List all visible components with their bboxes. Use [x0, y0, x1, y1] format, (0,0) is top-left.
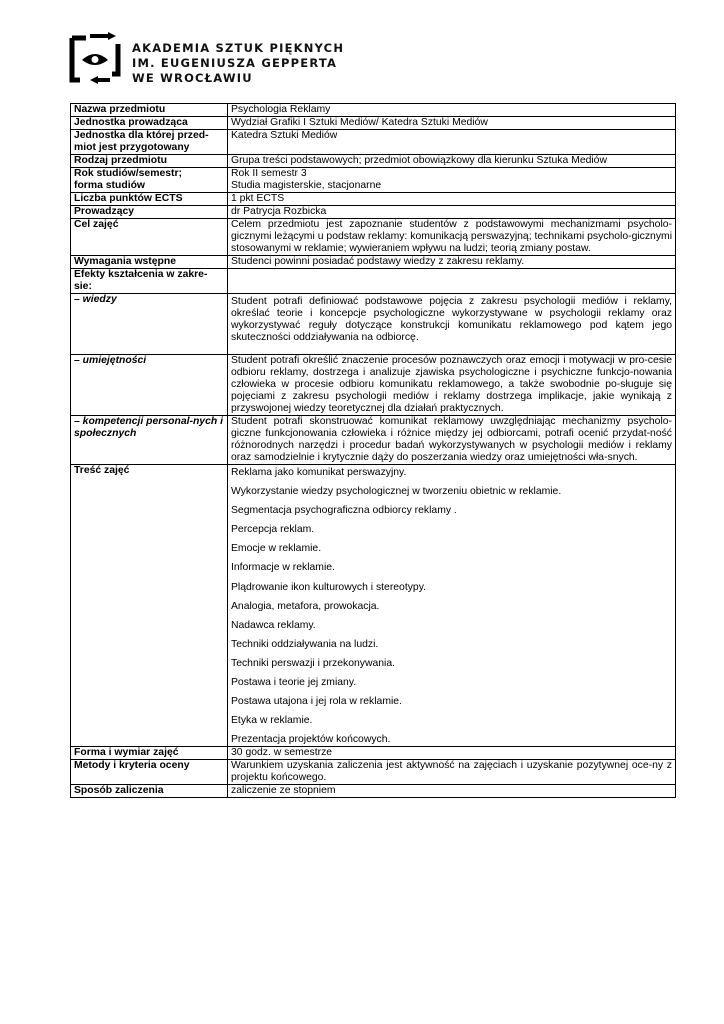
- value-efekty: [228, 269, 676, 294]
- row-cel: [71, 219, 676, 256]
- topic-item: Analogia, metafora, prowokacja.: [231, 600, 380, 612]
- label-ects: Liczba punktów ECTS: [71, 193, 228, 206]
- topic-item: Techniki perswazji i przekonywania.: [231, 657, 396, 669]
- asp-logo-icon: [68, 30, 122, 86]
- label-wymagania: Wymagania wstępne: [71, 256, 228, 269]
- row-metody: [71, 760, 676, 785]
- value-jednostka: Wydział Grafiki I Sztuki Mediów/ Katedra Sztuki Mediów: [228, 117, 676, 130]
- label-rodzaj: Rodzaj przedmiotu: [71, 155, 228, 168]
- value-rodzaj: Grupa treści podstawowych; przedmiot obowiązkowy dla kierunku Sztuka Mediów: [228, 155, 676, 168]
- topic-item: Etyka w reklamie.: [231, 715, 313, 727]
- label-prowadzacy: Prowadzący: [71, 206, 228, 219]
- row-wiedzy: [71, 294, 676, 355]
- value-rok: [228, 168, 676, 193]
- label-rok: [71, 168, 228, 193]
- value-rok-line-1: Rok II semestr 3: [231, 168, 307, 179]
- value-metody: Warunkiem uzyskania zaliczenia jest aktywność na zajęciach i uzyskanie pozytywnej oce-ny z projektu końcowego.: [228, 760, 676, 785]
- row-efekty: [71, 269, 676, 294]
- value-cel: Celem przedmiotu jest zapoznanie studentów z podstawowymi mechanizmami psycholo-gicznymi leżącymi u podstaw reklamy: komunikacją perswazyjną; technikami psycholo-gicznymi stosowanymi w reklamie; wywieraniem wpływu na ludzi; teorią zmiany postaw.: [228, 219, 676, 256]
- topic-item: Nadawca reklamy.: [231, 619, 316, 631]
- label-jednostka-dla: Jednostka dla której przed-miot jest przygotowany: [71, 130, 228, 155]
- value-wymagania: Studenci powinni posiadać podstawy wiedzy z zakresu reklamy.: [228, 256, 676, 269]
- topic-item: Postawa i teorie jej zmiany.: [231, 677, 357, 689]
- label-rok-line-1: Rok studiów/semestr;: [74, 168, 182, 179]
- label-tresc: Treść zajęć: [71, 465, 228, 747]
- value-prowadzacy: dr Patrycja Rozbicka: [228, 206, 676, 219]
- syllabus-table: [70, 103, 676, 798]
- row-forma: [71, 747, 676, 760]
- label-wiedzy: – wiedzy: [71, 294, 228, 355]
- topic-item: Wykorzystanie wiedzy psychologicznej w tworzeniu obietnic w reklamie.: [231, 486, 562, 498]
- topic-item: Segmentacja psychograficzna odbiorcy reklamy .: [231, 505, 457, 517]
- value-wiedzy: Student potrafi definiować podstawowe pojęcia z zakresu psychologii mediów i reklamy, określać teorie i koncepcje psychologiczne wykorzystywane w psychologii reklamy oraz wykorzystywać reguły dotyczące konstrukcji komunikatu reklamowego pod kątem jego skuteczności oddziaływania na odbiorcę.: [228, 294, 676, 355]
- row-ects: [71, 193, 676, 206]
- label-sposob: Sposób zaliczenia: [71, 785, 228, 798]
- label-umiejetnosci: – umiejętności: [71, 355, 228, 416]
- topic-item: Informacje w reklamie.: [231, 562, 335, 574]
- institution-line-3: WE WROCŁAWIU: [132, 71, 253, 85]
- topic-item: Prezentacja projektów końcowych.: [231, 734, 391, 746]
- row-umiejetnosci: [71, 355, 676, 416]
- row-kompetencji: [71, 416, 676, 465]
- topic-item: Reklama jako komunikat perswazyjny.: [231, 467, 407, 478]
- row-tresc: [71, 465, 676, 747]
- label-jednostka: Jednostka prowadząca: [71, 117, 228, 130]
- row-jednostka: [71, 117, 676, 130]
- value-tresc: [228, 465, 676, 747]
- label-efekty: Efekty kształcenia w zakre-sie:: [71, 269, 228, 294]
- row-wymagania: [71, 256, 676, 269]
- topic-item: Emocje w reklamie.: [231, 543, 322, 555]
- topic-item: Percepcja reklam.: [231, 524, 315, 536]
- row-jednostka-dla: [71, 130, 676, 155]
- value-sposob: zaliczenie ze stopniem: [228, 785, 676, 798]
- label-nazwa: Nazwa przedmiotu: [71, 104, 228, 117]
- label-cel: Cel zajęć: [71, 219, 228, 256]
- value-ects: 1 pkt ECTS: [228, 193, 676, 206]
- label-rok-line-2: forma studiów: [74, 180, 146, 191]
- topic-item: Plądrowanie ikon kulturowych i stereotypy.: [231, 581, 427, 593]
- page-header: [68, 30, 388, 90]
- row-prowadzacy: [71, 206, 676, 219]
- label-kompetencji: – kompetencji personal-nych i społecznych: [71, 416, 228, 465]
- institution-line-1: AKADEMIA SZTUK PIĘKNYCH: [132, 41, 345, 55]
- topic-item: Techniki oddziaływania na ludzi.: [231, 638, 379, 650]
- topic-item: Postawa utajona i jej rola w reklamie.: [231, 696, 402, 708]
- row-nazwa: [71, 104, 676, 117]
- row-rodzaj: [71, 155, 676, 168]
- value-rok-line-2: Studia magisterskie, stacjonarne: [231, 180, 382, 191]
- institution-name: [132, 41, 344, 86]
- value-forma: 30 godz. w semestrze: [228, 747, 676, 760]
- institution-line-2: IM. EUGENIUSZA GEPPERTA: [132, 56, 338, 70]
- value-nazwa: Psychologia Reklamy: [228, 104, 676, 117]
- label-metody: Metody i kryteria oceny: [71, 760, 228, 785]
- row-sposob: [71, 785, 676, 798]
- label-forma: Forma i wymiar zajęć: [71, 747, 228, 760]
- value-jednostka-dla: Katedra Sztuki Mediów: [228, 130, 676, 155]
- topic-list: [231, 465, 672, 746]
- value-umiejetnosci: Student potrafi określić znaczenie procesów poznawczych oraz emocji i motywacji w pro-cesie odbioru reklamy, dostrzega i analizuje zjawiska psychologiczne i psychiczne funkcjo-nowania człowieka w procesie odbioru komunikatu reklamowego, a także swobodnie po-sługuje się pojęciami z zakresu psychologii mediów i reklamy dostrzega implikacje, jakie wynikają z przyswojonej wiedzy teoretycznej dla działań praktycznych.: [228, 355, 676, 416]
- value-kompetencji: Student potrafi skonstruować komunikat reklamowy uwzględniając mechanizmy psycholo-giczne funkcjonowania człowieka i różnice między jej odbiorcami, potrafi ocenić przydat-ność różnorodnych narzędzi i procedur badań wykorzystywanych w psychologii mediów i reklamy oraz samodzielnie i krytycznie dąży do poszerzania wiedzy oraz umiejętności wła-snych.: [228, 416, 676, 465]
- row-rok: [71, 168, 676, 193]
